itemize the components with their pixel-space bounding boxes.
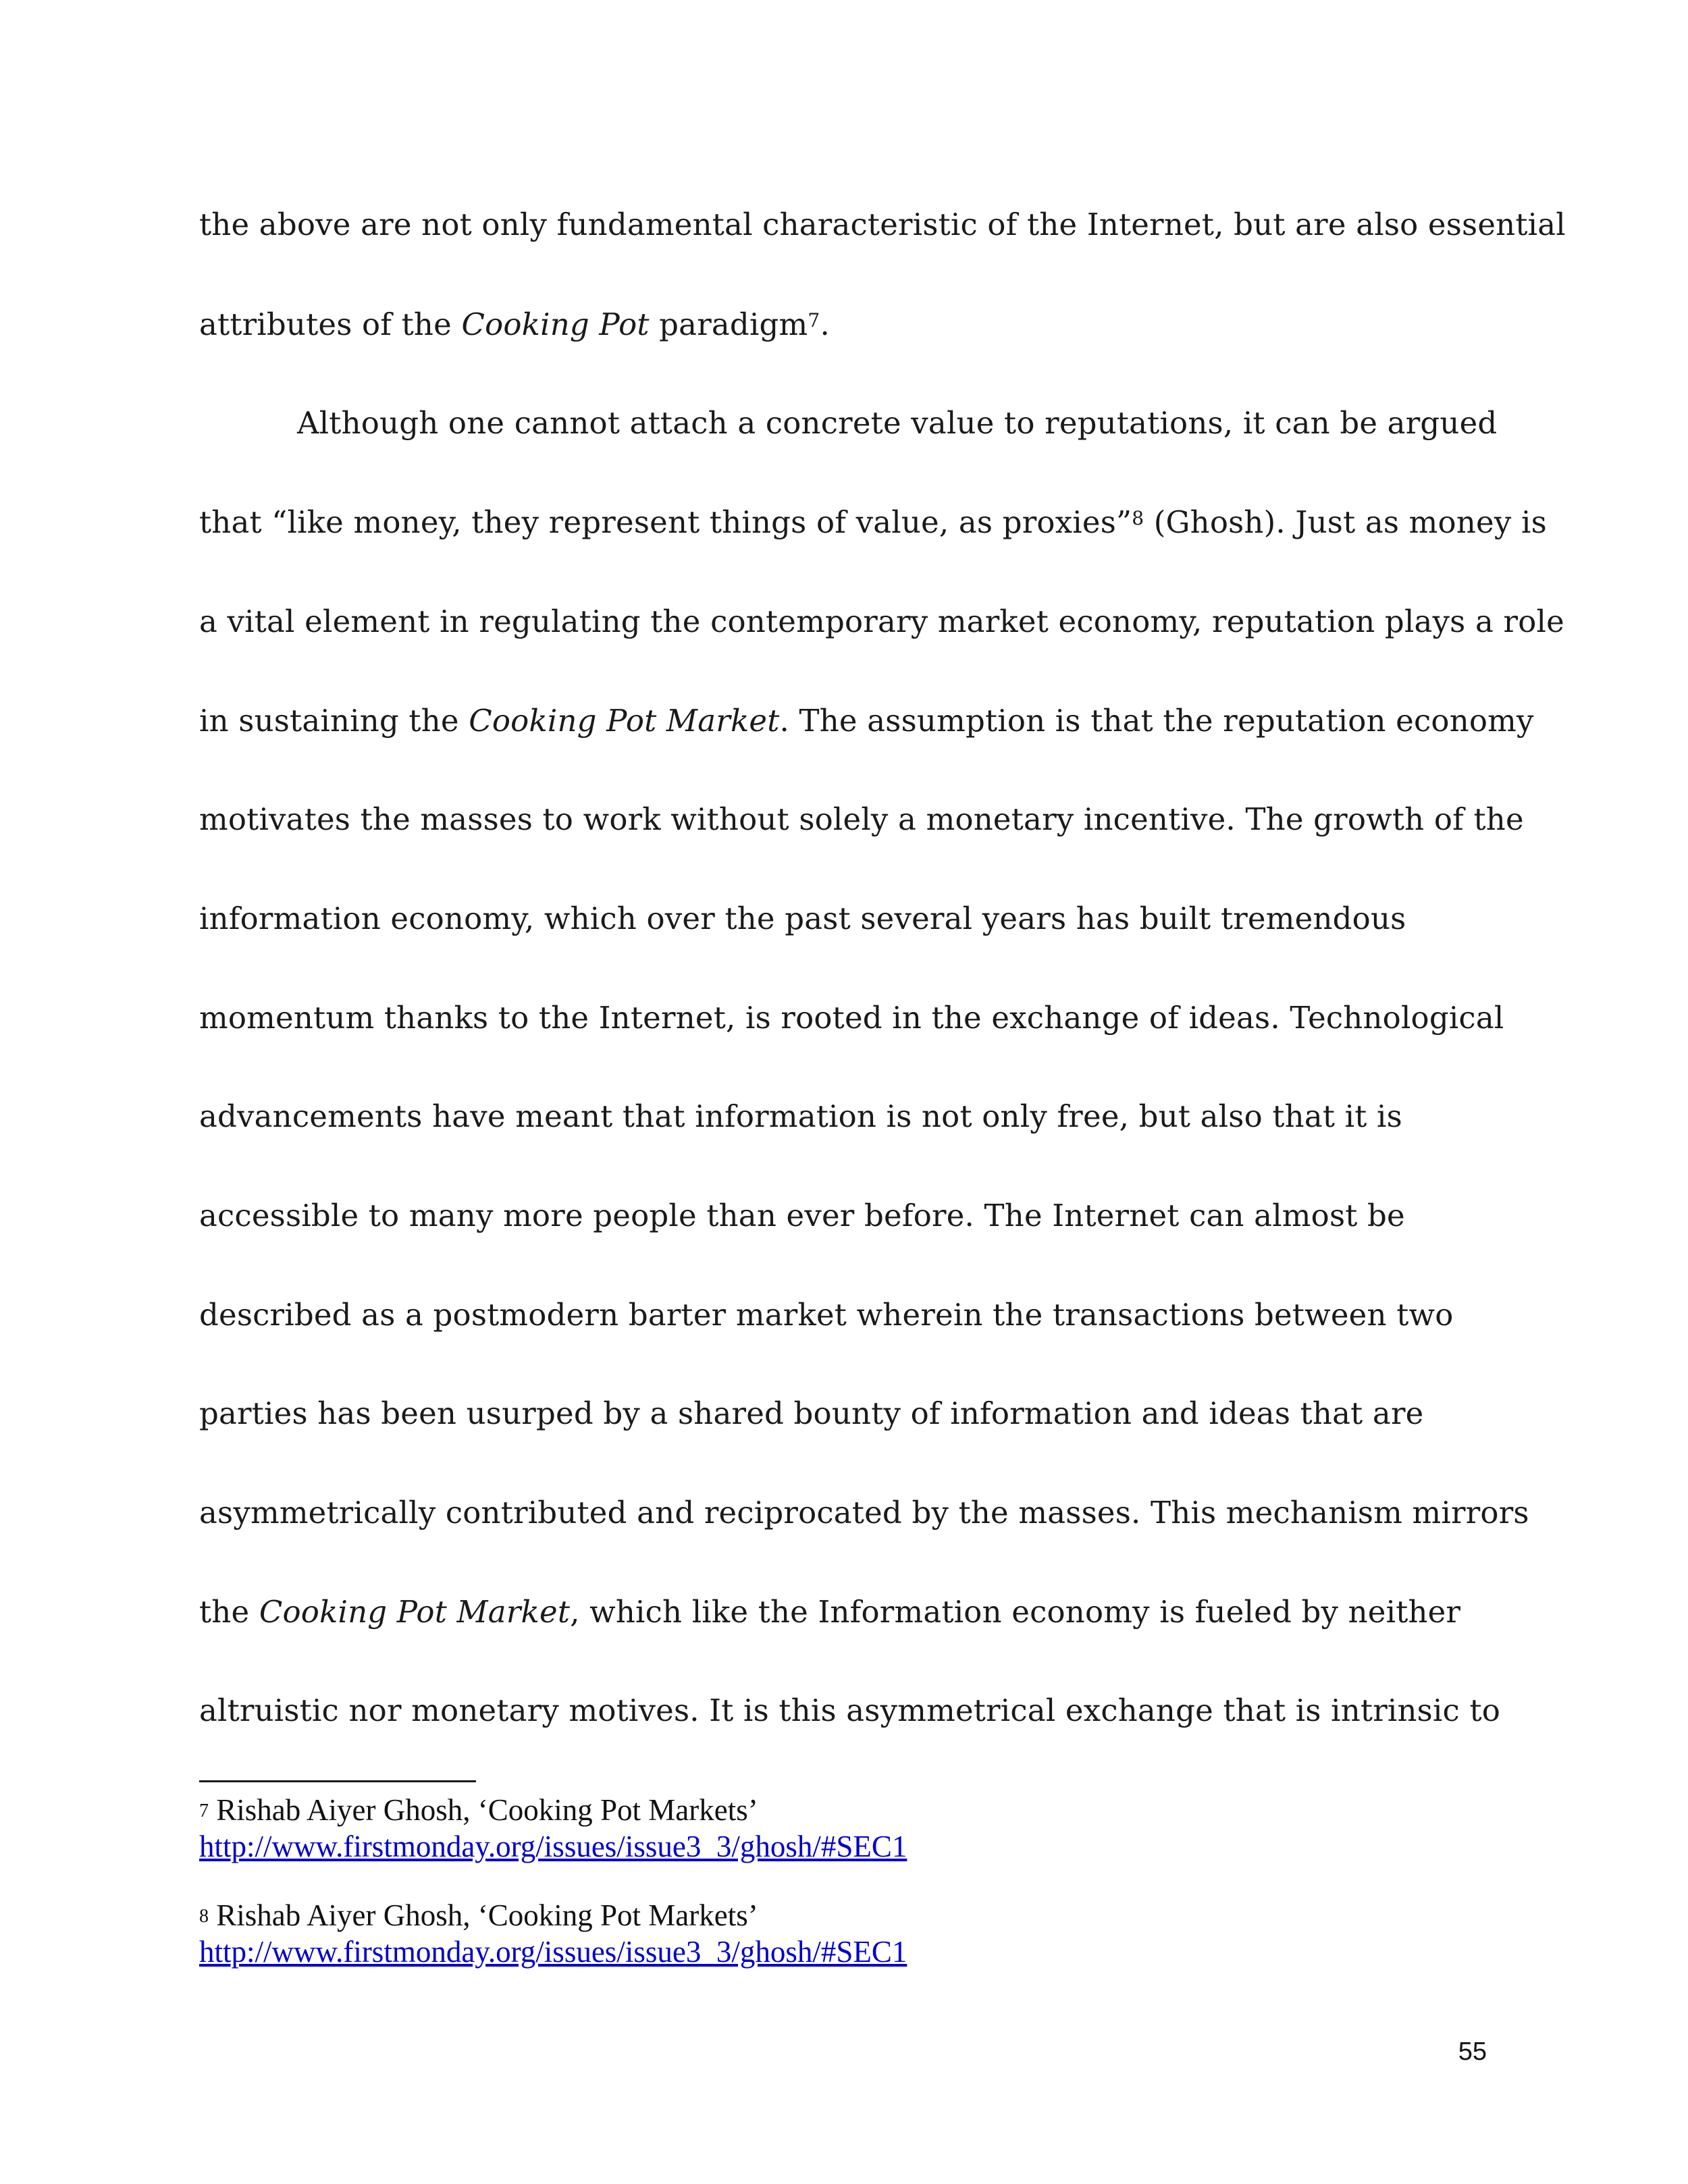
body-text: motivates the masses to work without solely a monetary incentive. The growth of the	[199, 801, 1524, 837]
body-text: information economy, which over the past several years has built tremendous	[199, 901, 1406, 936]
body-text: momentum thanks to the Internet, is rooted in the exchange of ideas. Technological	[199, 1000, 1504, 1036]
footnote-8	[199, 1897, 907, 1970]
body-line-14	[199, 1493, 1529, 1533]
body-text: the	[199, 1594, 259, 1630]
body-line-6	[199, 701, 1534, 741]
body-line-3	[297, 403, 1497, 444]
body-text: accessible to many more people than ever before. The Internet can almost be	[199, 1198, 1405, 1233]
footnote-link[interactable]: http://www.firstmonday.org/issues/issue3_3/ghosh/#SEC1	[199, 1935, 907, 1969]
body-text: attributes of the	[199, 307, 462, 342]
body-line-8	[199, 899, 1406, 939]
footnote-number: 7	[199, 1801, 209, 1821]
body-text: the above are not only fundamental characteristic of the Internet, but are also essential	[199, 207, 1566, 242]
footnote-number: 8	[199, 1906, 209, 1927]
body-text: in sustaining the	[199, 703, 469, 739]
italic-term: Cooking Pot	[461, 307, 650, 342]
body-text: .	[820, 307, 830, 342]
body-text: asymmetrically contributed and reciprocated by the masses. This mechanism mirrors	[199, 1495, 1529, 1530]
footnote-reference-7[interactable]: 7	[808, 309, 820, 331]
body-line-11	[199, 1196, 1405, 1236]
body-text: . The assumption is that the reputation economy	[779, 703, 1534, 739]
italic-term: Cooking Pot Market	[259, 1594, 571, 1630]
body-line-2	[199, 304, 830, 345]
body-line-15	[199, 1592, 1460, 1632]
body-text: a vital element in regulating the contemporary market economy, reputation plays a role	[199, 604, 1564, 639]
footnote-citation	[199, 1897, 907, 1934]
italic-term: Cooking Pot Market	[469, 703, 780, 739]
body-line-13	[199, 1393, 1424, 1434]
body-line-7	[199, 799, 1524, 840]
body-text: altruistic nor monetary motives. It is this asymmetrical exchange that is intrinsic to	[199, 1693, 1501, 1728]
body-text: described as a postmodern barter market wherein the transactions between two	[199, 1297, 1454, 1333]
body-line-9	[199, 998, 1504, 1038]
footnote-divider	[199, 1780, 476, 1782]
body-line-5	[199, 602, 1564, 642]
body-text: , which like the Information economy is fueled by neither	[570, 1594, 1461, 1630]
body-line-10	[199, 1096, 1402, 1137]
footnote-text: Rishab Aiyer Ghosh, ‘Cooking Pot Markets’	[209, 1793, 758, 1827]
body-line-4	[199, 502, 1547, 543]
footnote-reference-8[interactable]: 8	[1132, 507, 1144, 529]
body-line-12	[199, 1295, 1454, 1335]
body-text: paradigm	[649, 307, 808, 342]
body-line-1	[199, 205, 1566, 245]
footnote-citation	[199, 1792, 907, 1828]
body-text: parties has been usurped by a shared bounty of information and ideas that are	[199, 1395, 1424, 1431]
body-text: (Ghosh). Just as money is	[1144, 504, 1547, 540]
page-number: 55	[1458, 2037, 1487, 2066]
body-line-16	[199, 1690, 1500, 1731]
body-text: advancements have meant that information is not only free, but also that it is	[199, 1098, 1402, 1134]
footnote-7	[199, 1792, 907, 1865]
body-text: Although one cannot attach a concrete value to reputations, it can be argued	[297, 405, 1498, 441]
body-text: that “like money, they represent things of value, as proxies”	[199, 504, 1132, 540]
footnote-text: Rishab Aiyer Ghosh, ‘Cooking Pot Markets’	[209, 1898, 758, 1932]
footnote-link[interactable]: http://www.firstmonday.org/issues/issue3_3/ghosh/#SEC1	[199, 1830, 907, 1863]
